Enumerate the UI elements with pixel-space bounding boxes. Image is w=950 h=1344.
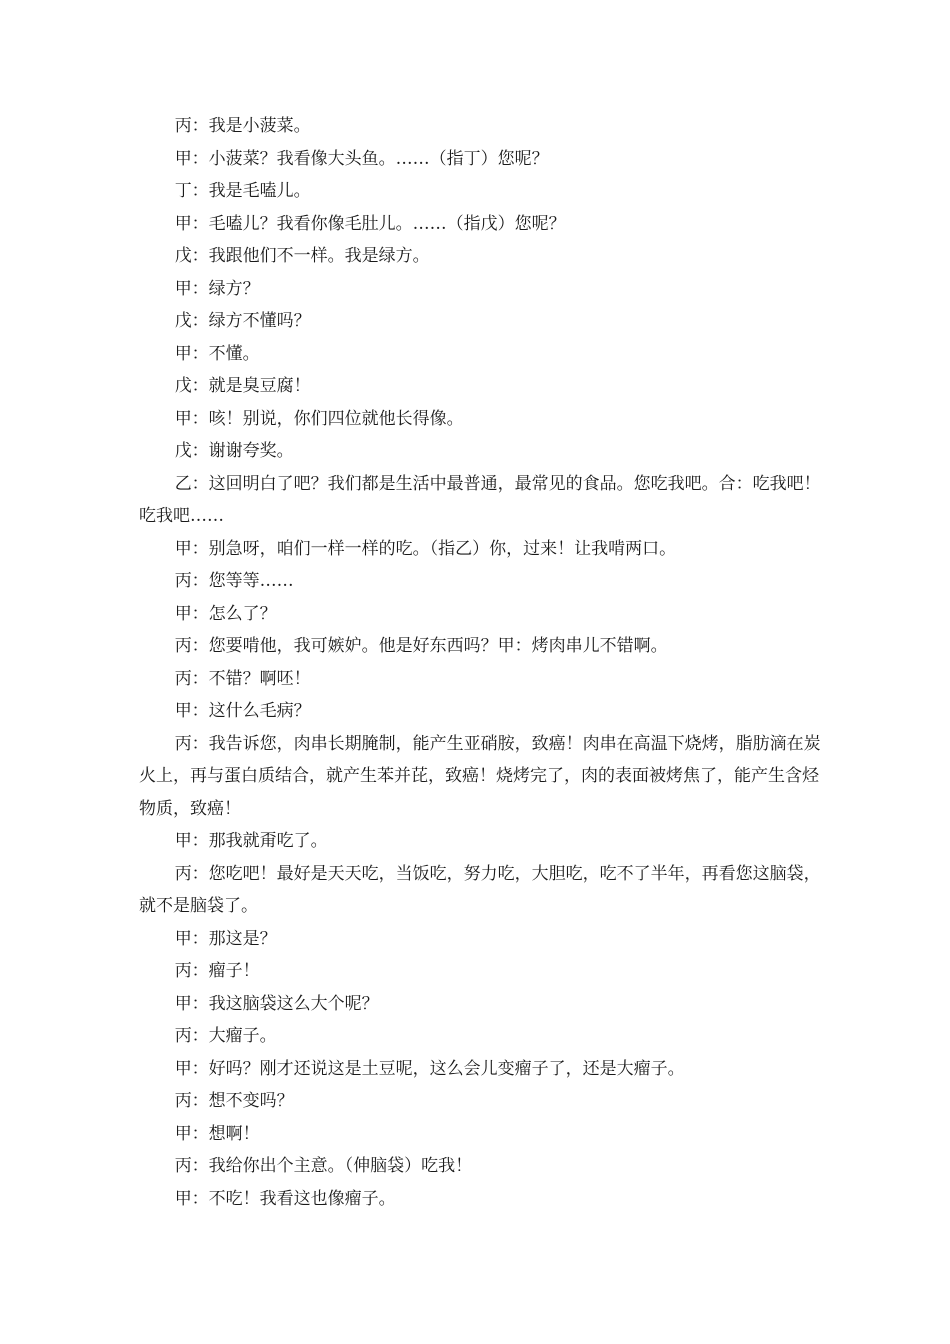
dialogue-line: 甲：这什么毛病？ — [174, 701, 311, 721]
dialogue-line: 丙：我是小菠菜。 — [174, 116, 311, 136]
dialogue-line: 戊：我跟他们不一样。我是绿方。 — [174, 246, 430, 266]
dialogue-line: 甲：好吗？刚才还说这是土豆呢，这么会儿变瘤子了，还是大瘤子。 — [174, 1058, 685, 1079]
dialogue-line: 丙：不错？啊呸！ — [174, 668, 311, 689]
dialogue-line: 甲：绿方？ — [174, 278, 260, 299]
dialogue-line: 甲：那我就甭吃了。 — [174, 831, 328, 851]
dialogue-line: 丙：想不变吗？ — [174, 1091, 294, 1111]
dialogue-line: 丙：我告诉您，肉串长期腌制，能产生亚硝胺，致癌！肉串在高温下烧烤，脂肪滴在炭火上，再与蛋白质结合，就产生苯并芘，致癌！烧烤完了，肉的表面被烤焦了，能产生含烃物质，致癌！ — [139, 733, 821, 819]
dialogue-line: 乙：这回明白了吧？我们都是生活中最普通，最常见的食品。您吃我吧。合：吃我吧！吃我吧…… — [139, 473, 821, 526]
dialogue-line: 丙：我给你出个主意。（伸脑袋）吃我！ — [174, 1156, 473, 1176]
dialogue-line: 丙：瘤子！ — [174, 961, 260, 981]
dialogue-line: 丁：我是毛嗑儿。 — [174, 181, 311, 201]
dialogue-line: 甲：不吃！我看这也像瘤子。 — [174, 1188, 396, 1209]
dialogue-line: 甲：咳！别说，你们四位就他长得像。 — [174, 408, 464, 429]
dialogue-line: 丙：您吃吧！最好是天天吃，当饭吃，努力吃，大胆吃，吃不了半年，再看您这脑袋，就不是脑袋了。 — [139, 863, 821, 916]
dialogue-line: 甲：那这是？ — [174, 928, 277, 949]
dialogue-line: 甲：不懂。 — [174, 343, 260, 364]
dialogue-line: 丙：您等等…… — [174, 571, 294, 591]
dialogue-line: 甲：想啊！ — [174, 1123, 260, 1144]
dialogue-line: 丙：大瘤子。 — [174, 1026, 277, 1046]
dialogue-line: 戊：谢谢夸奖。 — [174, 441, 294, 461]
dialogue-line: 甲：别急呀，咱们一样一样的吃。（指乙）你，过来！让我啃两口。 — [174, 538, 677, 559]
dialogue-line: 甲：毛嗑儿？我看你像毛肚儿。……（指戊）您呢？ — [174, 213, 566, 234]
dialogue-text — [139, 110, 829, 1215]
dialogue-line: 戊：就是臭豆腐！ — [174, 376, 311, 396]
dialogue-line: 戊：绿方不懂吗？ — [174, 311, 311, 331]
dialogue-line: 丙：您要啃他，我可嫉妒。他是好东西吗？甲：烤肉串儿不错啊。 — [174, 636, 668, 656]
dialogue-line: 甲：小菠菜？我看像大头鱼。……（指丁）您呢？ — [174, 148, 549, 169]
dialogue-line: 甲：怎么了？ — [174, 603, 277, 624]
dialogue-line: 甲：我这脑袋这么大个呢？ — [174, 993, 379, 1014]
